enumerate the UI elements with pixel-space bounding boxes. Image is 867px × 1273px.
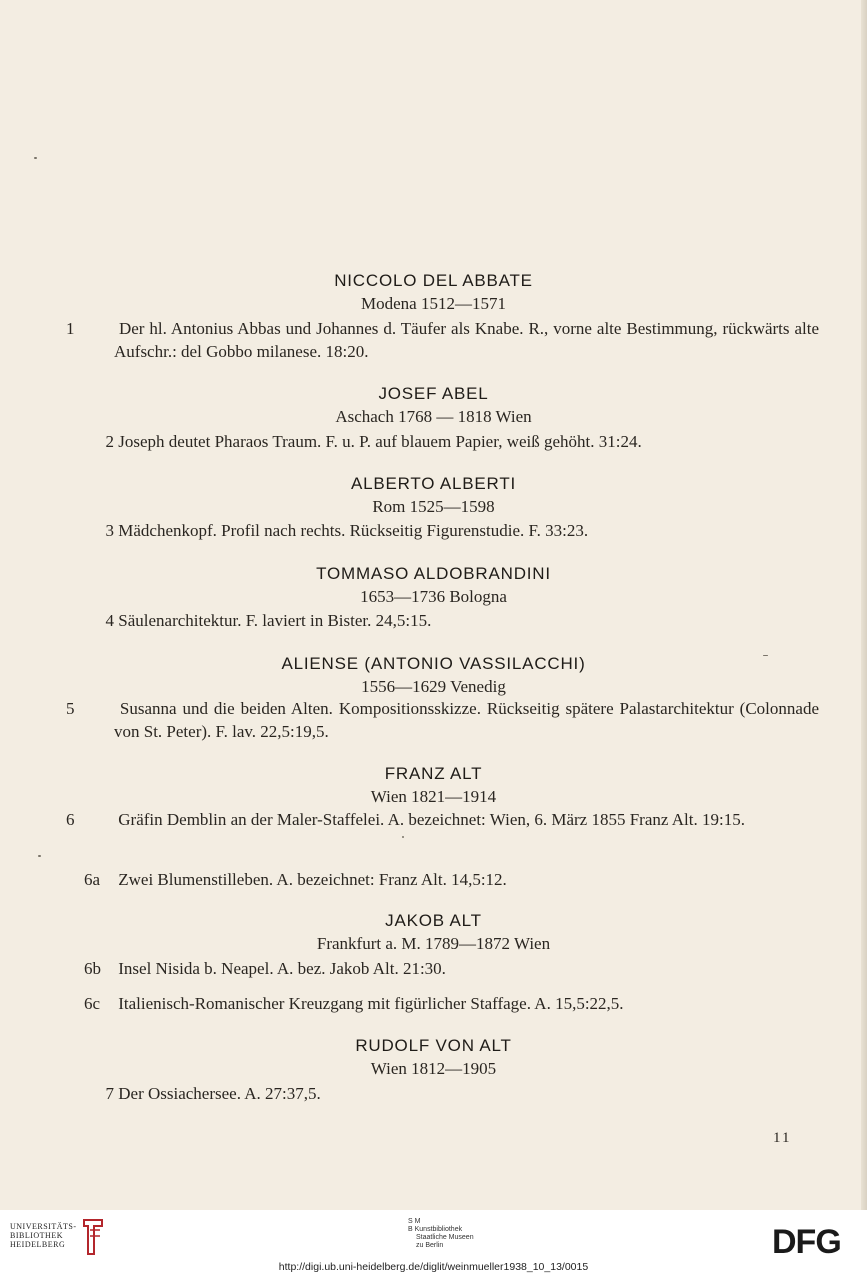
item-text: Der Ossiachersee. A. 27:37,5.	[118, 1084, 321, 1103]
university-logo-icon	[80, 1218, 106, 1256]
dust-speck	[763, 655, 768, 656]
item-number: 4	[105, 611, 114, 630]
item-number: 6a	[84, 870, 101, 889]
item-number: 6	[66, 810, 75, 829]
artist-heading: ALBERTO ALBERTI	[350, 474, 517, 493]
item-text: Der hl. Antonius Abbas und Johannes d. Täufer als Knabe. R., vorne alte Bestimmung, rückwärts alte Aufschr.: del Gobbo milanese. 18:20.	[114, 319, 820, 361]
catalog-item	[84, 868, 795, 891]
item-text: Säulenarchitektur. F. laviert in Bister. 24,5:15.	[118, 611, 432, 630]
item-text: Gräfin Demblin an der Maler-Staffelei. A. bezeichnet: Wien, 6. März 1855 Franz Alt. 19:15.	[118, 810, 745, 829]
item-text: Zwei Blumenstilleben. A. bezeichnet: Franz Alt. 14,5:12.	[118, 870, 507, 889]
artist-heading: ALIENSE (ANTONIO VASSILACCHI)	[281, 654, 586, 673]
source-url[interactable]: http://digi.ub.uni-heidelberg.de/diglit/weinmueller1938_10_13/0015	[278, 1261, 589, 1273]
artist-heading: FRANZ ALT	[384, 764, 483, 783]
item-number: 5	[66, 699, 75, 718]
catalog-item	[66, 808, 819, 831]
dust-speck	[402, 836, 404, 838]
artist-heading: RUDOLF VON ALT	[355, 1036, 512, 1055]
item-number: 3	[105, 521, 114, 540]
item-number: 1	[66, 319, 75, 338]
artist-heading: JAKOB ALT	[385, 911, 482, 930]
item-text: Italienisch-Romanischer Kreuzgang mit figürlicher Staffage. A. 15,5:22,5.	[118, 994, 624, 1013]
catalog-item	[66, 317, 820, 363]
artist-dates: Aschach 1768 — 1818 Wien	[335, 407, 532, 426]
catalog-item	[90, 519, 819, 542]
item-text: Susanna und die beiden Alten. Kompositionsskizze. Rückseitig spätere Palastarchitektur (Colonnade von St. Peter). F. lav. 22,5:19,5.	[114, 699, 819, 741]
item-number: 7	[105, 1084, 114, 1103]
catalog-item	[90, 430, 819, 453]
artist-dates: Wien 1812—1905	[370, 1059, 497, 1078]
catalog-item	[66, 697, 819, 743]
page-number: 11	[773, 1130, 792, 1146]
catalog-item	[90, 609, 819, 632]
artist-dates: Rom 1525—1598	[372, 497, 495, 516]
catalog-item	[84, 957, 795, 980]
dust-speck	[38, 855, 41, 857]
svg-text:DFG: DFG	[772, 1224, 841, 1256]
item-text: Joseph deutet Pharaos Traum. F. u. P. auf blauem Papier, weiß gehöht. 31:24.	[118, 432, 642, 451]
artist-heading: JOSEF ABEL	[378, 384, 489, 403]
artist-dates: Frankfurt a. M. 1789—1872 Wien	[316, 934, 551, 953]
item-number: 6c	[84, 994, 101, 1013]
artist-dates: Modena 1512—1571	[361, 294, 506, 313]
item-number: 2	[105, 432, 114, 451]
item-number: 6b	[84, 959, 101, 978]
artist-heading: TOMMASO ALDOBRANDINI	[316, 564, 551, 583]
university-library-name: UNIVERSITÄTS- BIBLIOTHEK HEIDELBERG	[10, 1222, 77, 1249]
catalog-item	[90, 1082, 819, 1105]
item-text: Insel Nisida b. Neapel. A. bez. Jakob Alt. 21:30.	[118, 959, 446, 978]
dust-speck	[34, 157, 37, 159]
dfg-logo-icon	[772, 1224, 856, 1256]
item-text: Mädchenkopf. Profil nach rechts. Rückseitig Figurenstudie. F. 33:23.	[118, 521, 589, 540]
artist-heading: NICCOLO DEL ABBATE	[334, 271, 533, 290]
artist-dates: Wien 1821—1914	[370, 787, 497, 806]
sm-kunstbibliothek-label: S M B Kunstbibliothek Staatliche Museen zu Berlin	[408, 1218, 474, 1249]
catalog-item	[84, 992, 795, 1015]
artist-dates: 1653—1736 Bologna	[360, 587, 507, 606]
artist-dates: 1556—1629 Venedig	[361, 677, 506, 696]
